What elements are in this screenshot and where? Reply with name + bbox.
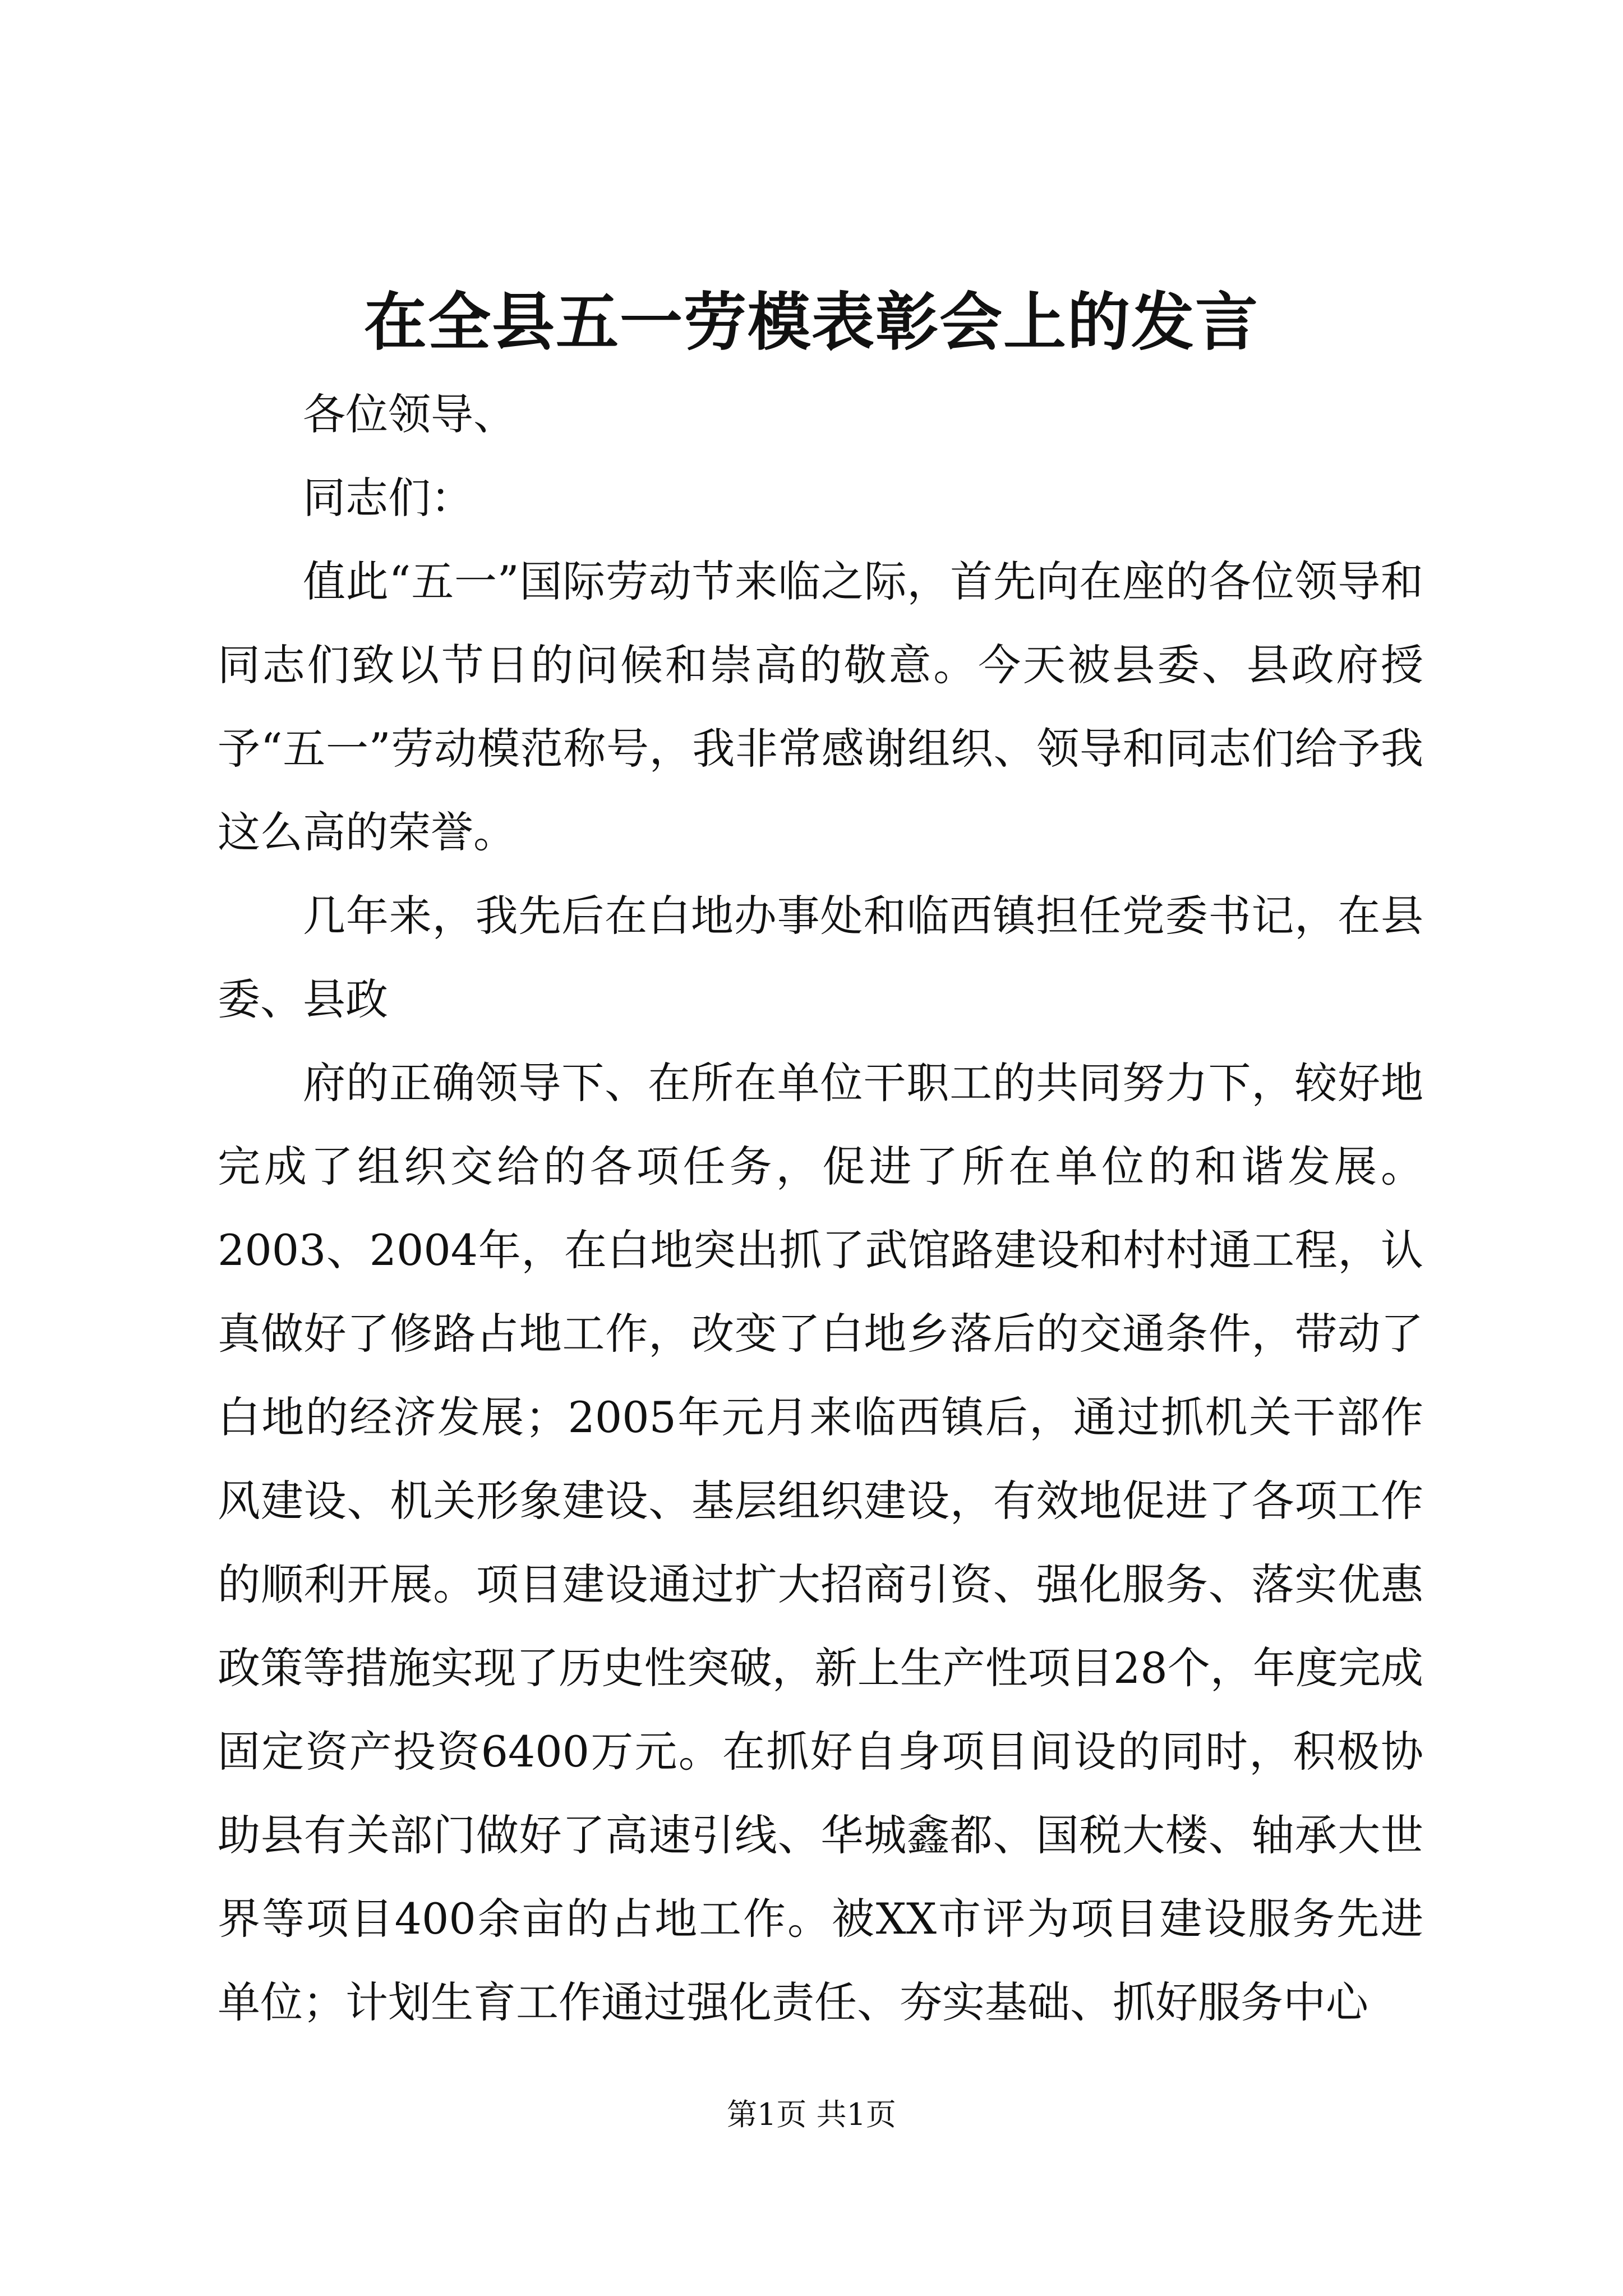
paragraph-greeting: 值此“五一”国际劳动节来临之际，首先向在座的各位领导和同志们致以节日的问候和崇高的敬意。今天被县委、县政府授予“五一”劳动模范称号，我非常感谢组织、领导和同志们给予我这么高的荣誉。 — [218, 556, 1423, 857]
document-title: 在全县五一劳模表彰会上的发言 — [364, 286, 1259, 359]
salutation-line-2: 同志们： — [303, 473, 473, 523]
paragraph-achievements: 府的正确领导下、在所在单位干职工的共同努力下，较好地完成了组织交给的各项任务，促进了所在单位的和谐发展。2003、2004年，在白地突出抓了武馆路建设和村村通工程，认真做好了修路占地工作，改变了白地乡落后的交通条件，带动了白地的经济发展；2005年元月来临西镇后，通过抓机关干部作风建设、机关形象建设、基层组织建设，有效地促进了各项工作的顺利开展。项目建设通过扩大招商引资、强化服务、落实优惠政策等措施实现了历史性突破，新上生产性项目28个，年度完成固定资产投资6400万元。在抓好自身项目间设的同时，积极协助县有关部门做好了高速引线、华城鑫都、国税大楼、轴承大世界等项目400余亩的占地工作。被XX市评为项目建设服务先进单位；计划生育工作通过强化责任、夯实基础、抓好服务中心 — [218, 1058, 1423, 2027]
page-footer: 第1页 共1页 — [727, 2097, 896, 2132]
salutation-line-1: 各位领导、 — [303, 389, 516, 439]
paragraph-intro: 几年来，我先后在白地办事处和临西镇担任党委书记，在县委、县政 — [218, 891, 1423, 1024]
document-body — [218, 372, 1423, 2044]
